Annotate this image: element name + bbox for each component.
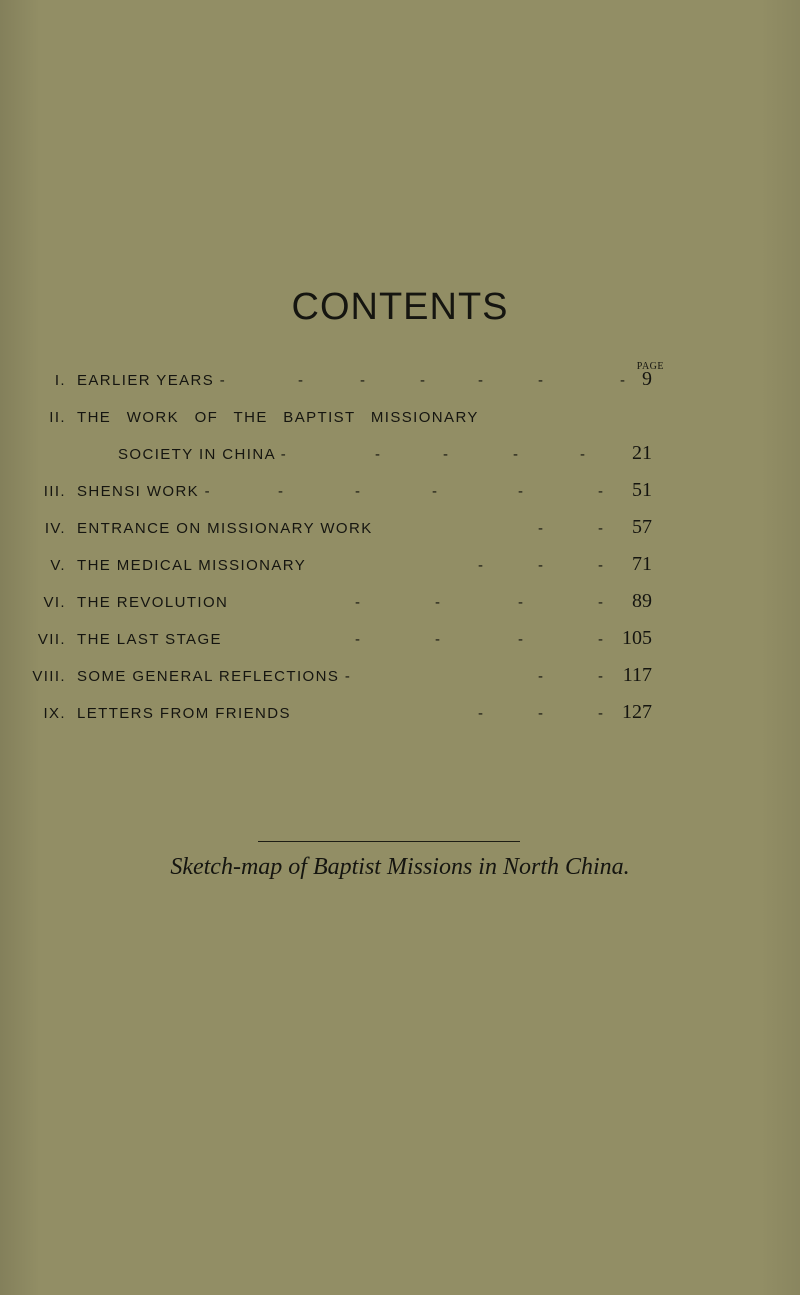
toc-entry[interactable]: SOCIETY IN CHINA - - - - - 21 [118,442,652,464]
divider-rule [258,841,520,842]
page-number: 71 [632,553,652,575]
page-column-header: PAGE [636,361,664,372]
chapter-title: LETTERS FROM FRIENDS [77,705,291,722]
map-caption[interactable]: Sketch-map of Baptist Missions in North China. [170,854,630,880]
toc-entry[interactable]: VIII. SOME GENERAL REFLECTIONS - - - 117 [32,664,652,686]
chapter-number: VIII. [32,668,66,685]
chapter-title: SOCIETY IN CHINA - [118,446,288,463]
chapter-number: VII. [37,631,66,648]
toc-entry[interactable]: III. SHENSI WORK - - - - - - 51 [43,479,652,501]
toc-entry[interactable] [0,409,800,439]
chapter-title: ENTRANCE ON MISSIONARY WORK [77,520,373,537]
chapter-number: III. [43,483,66,500]
chapter-title: THE LAST STAGE [77,631,222,648]
toc-entry[interactable]: IX. LETTERS FROM FRIENDS - - - 127 [43,701,652,723]
page-number: 105 [622,627,652,649]
chapter-number: V. [50,557,66,574]
chapter-number: IV. [44,520,66,537]
page-number: 127 [622,701,652,723]
chapter-number: VI. [43,594,66,611]
page-number: 117 [622,664,652,686]
page-number: 57 [632,516,652,538]
chapter-title: THE MEDICAL MISSIONARY [77,557,307,574]
chapter-title: SOME GENERAL REFLECTIONS - [77,668,352,685]
page-number: 9 [642,368,652,390]
toc-entry[interactable]: VI. THE REVOLUTION - - - - 89 [43,590,652,612]
chapter-number: IX. [43,705,66,722]
contents-title: CONTENTS [291,286,509,328]
page-number: 89 [632,590,652,612]
toc-entry[interactable]: V. THE MEDICAL MISSIONARY - - - 71 [50,553,652,575]
toc-entry[interactable]: IV. ENTRANCE ON MISSIONARY WORK - - 57 [44,516,652,538]
toc-entry[interactable]: I. EARLIER YEARS - - - - - - - 9 [54,368,652,390]
page-number: 21 [632,442,652,464]
toc-entry[interactable]: VII. THE LAST STAGE - - - - 105 [37,627,652,649]
chapter-title: EARLIER YEARS - [77,372,227,389]
chapter-title: SHENSI WORK - [77,483,212,500]
chapter-number: I. [54,372,66,389]
page-number: 51 [632,479,652,501]
chapter-title: THE REVOLUTION [77,594,229,611]
chapter-number: II. [49,409,66,426]
chapter-title: THE WORK OF THE BAPTIST MISSIONARY [77,409,479,426]
